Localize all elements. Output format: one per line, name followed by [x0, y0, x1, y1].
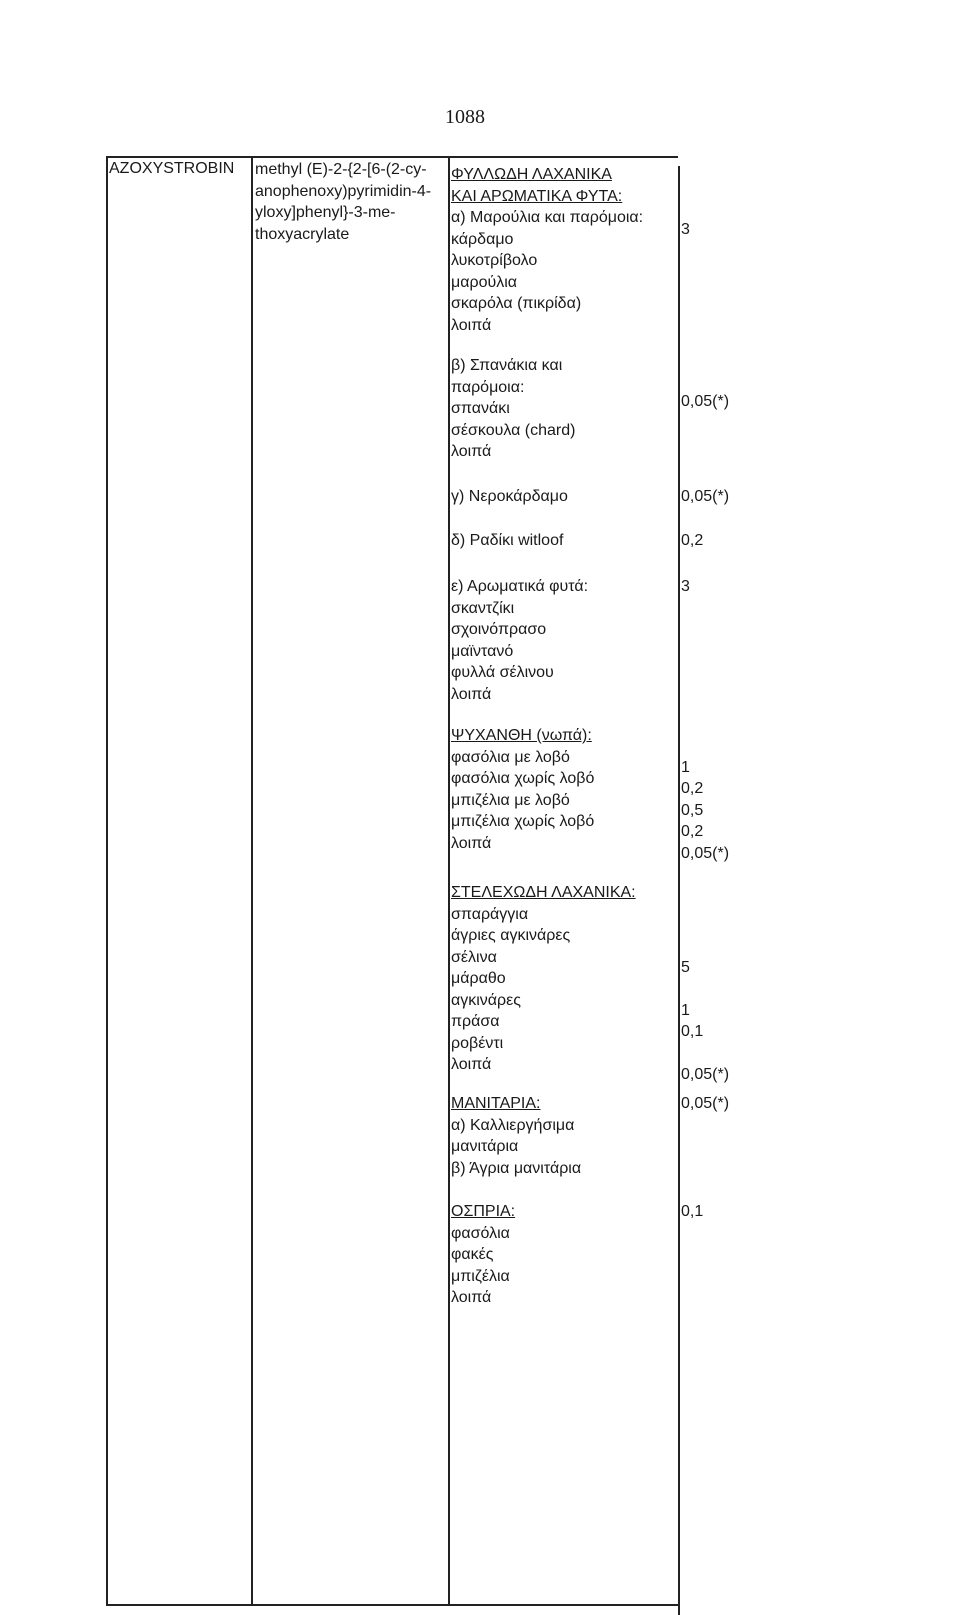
- commodity-item: λοιπά: [451, 1056, 492, 1073]
- commodity-item: σέσκουλα (chard): [451, 421, 576, 439]
- mrl-value: 0,05(*): [681, 1066, 730, 1083]
- commodity-item: γ) Νεροκάρδαμο: [451, 488, 568, 505]
- commodity-item: φακές: [451, 1246, 494, 1263]
- column-divider-2: [448, 156, 450, 1605]
- commodity-item: αγκινάρες: [451, 991, 521, 1009]
- commodity-item: μαρούλια: [451, 273, 518, 291]
- chemical-name-line: methyl (E)-2-{2-[6-(2-cy-: [255, 161, 427, 178]
- mrl-value: 3: [681, 578, 690, 595]
- commodity-item: μπιζέλια χωρίς λοβό: [451, 813, 595, 830]
- commodity-item: σκαρόλα (πικρίδα): [451, 295, 582, 312]
- mrl-value: 0,05(*): [681, 488, 730, 505]
- commodity-item: λυκοτρίβολο: [451, 252, 538, 269]
- mrl-value: 0,2: [681, 532, 704, 549]
- commodity-item: λοιπά: [451, 834, 492, 852]
- group-heading: ΜΑΝΙΤΑΡΙΑ:: [451, 1095, 541, 1112]
- mrl-value: 5: [681, 958, 690, 976]
- mrl-value: 0,1: [681, 1023, 704, 1040]
- commodity-item: σπανάκι: [451, 400, 510, 417]
- commodity-item: φυλλά σέλινου: [451, 664, 554, 681]
- commodity-item: φασόλια με λοβό: [451, 748, 570, 766]
- commodity-item: μπιζέλια με λοβό: [451, 791, 570, 809]
- table-left-border: [106, 156, 108, 1605]
- group-heading: ΟΣΠΡΙΑ:: [451, 1203, 516, 1220]
- table-bottom-border: [106, 1604, 678, 1606]
- group-heading: ΦΥΛΛΩΔΗ ΛΑΧΑΝΙΚΑ: [451, 166, 612, 183]
- commodity-item: μάραθο: [451, 970, 506, 987]
- commodity-item: άγριες αγκινάρες: [451, 927, 571, 944]
- commodity-group: [451, 486, 568, 508]
- group-heading: ΣΤΕΛΕΧΩΔΗ ΛΑΧΑΝΙΚΑ:: [451, 884, 636, 901]
- commodity-item: μπιζέλια: [451, 1267, 510, 1285]
- chemical-name: [255, 159, 431, 245]
- column-divider-1: [251, 156, 253, 1605]
- commodity-item: σχοινόπρασο: [451, 621, 547, 638]
- commodity-item: παρόμοια:: [451, 378, 525, 396]
- column-divider-3: [678, 166, 680, 1615]
- commodity-group: [451, 576, 588, 705]
- mrl-value: 0,05(*): [681, 392, 730, 410]
- mrl-value: 0,2: [681, 780, 704, 797]
- mrl-value: 1: [681, 758, 690, 776]
- commodity-item: λοιπά: [451, 1289, 492, 1306]
- commodity-item: φασόλια χωρίς λοβό: [451, 770, 595, 787]
- commodity-item: σκαντζίκι: [451, 599, 515, 617]
- commodity-item: β) Άγρια μανιτάρια: [451, 1159, 582, 1177]
- commodity-group: [451, 725, 594, 854]
- mrl-value: 3: [681, 221, 690, 238]
- commodity-item: σέλινα: [451, 948, 497, 966]
- substance-name: AZOXYSTROBIN: [109, 160, 235, 177]
- commodity-item: φασόλια: [451, 1224, 510, 1242]
- commodity-item: κάρδαμο: [451, 230, 514, 248]
- chemical-name-line: yloxy]phenyl}-3-me-: [255, 204, 396, 222]
- commodity-item: β) Σπανάκια και: [451, 357, 563, 374]
- commodity-item: μαϊντανό: [451, 642, 514, 660]
- commodity-group: [451, 530, 563, 552]
- commodity-item: μανιτάρια: [451, 1138, 519, 1155]
- mrl-value: 1: [681, 1001, 690, 1019]
- commodity-item: ροβέντι: [451, 1034, 504, 1052]
- mrl-value: 0,05(*): [681, 844, 730, 862]
- commodity-item: ε) Αρωματικά φυτά:: [451, 578, 589, 595]
- commodity-group: [451, 1201, 515, 1309]
- commodity-item: δ) Ραδίκι witloof: [451, 532, 564, 549]
- group-heading: ΨΥΧΑΝΘΗ (νωπά):: [451, 727, 592, 744]
- commodity-group: [451, 1093, 581, 1179]
- commodity-item: α) Καλλιεργήσιμα: [451, 1116, 575, 1134]
- chemical-name-line: thoxyacrylate: [255, 225, 350, 243]
- mrl-value: 0,2: [681, 823, 704, 840]
- group-heading: ΚΑΙ ΑΡΩΜΑΤΙΚΑ ΦΥΤΑ:: [451, 187, 623, 205]
- mrl-value: 0,05(*): [681, 1095, 730, 1112]
- commodity-item: λοιπά: [451, 443, 492, 460]
- commodity-item: σπαράγγια: [451, 905, 529, 923]
- commodity-item: λοιπά: [451, 316, 492, 334]
- commodity-group: [451, 164, 643, 336]
- commodity-item: λοιπά: [451, 685, 492, 703]
- page-number: 1088: [445, 106, 485, 128]
- chemical-name-line: anophenoxy)pyrimidin-4-: [255, 182, 432, 200]
- commodity-item: α) Μαρούλια και παρόμοια:: [451, 209, 644, 226]
- commodity-group: [451, 882, 636, 1076]
- mrl-value: 0,5: [681, 801, 704, 819]
- mrl-value: 0,1: [681, 1203, 704, 1220]
- commodity-group: [451, 355, 575, 463]
- commodity-item: πράσα: [451, 1013, 500, 1030]
